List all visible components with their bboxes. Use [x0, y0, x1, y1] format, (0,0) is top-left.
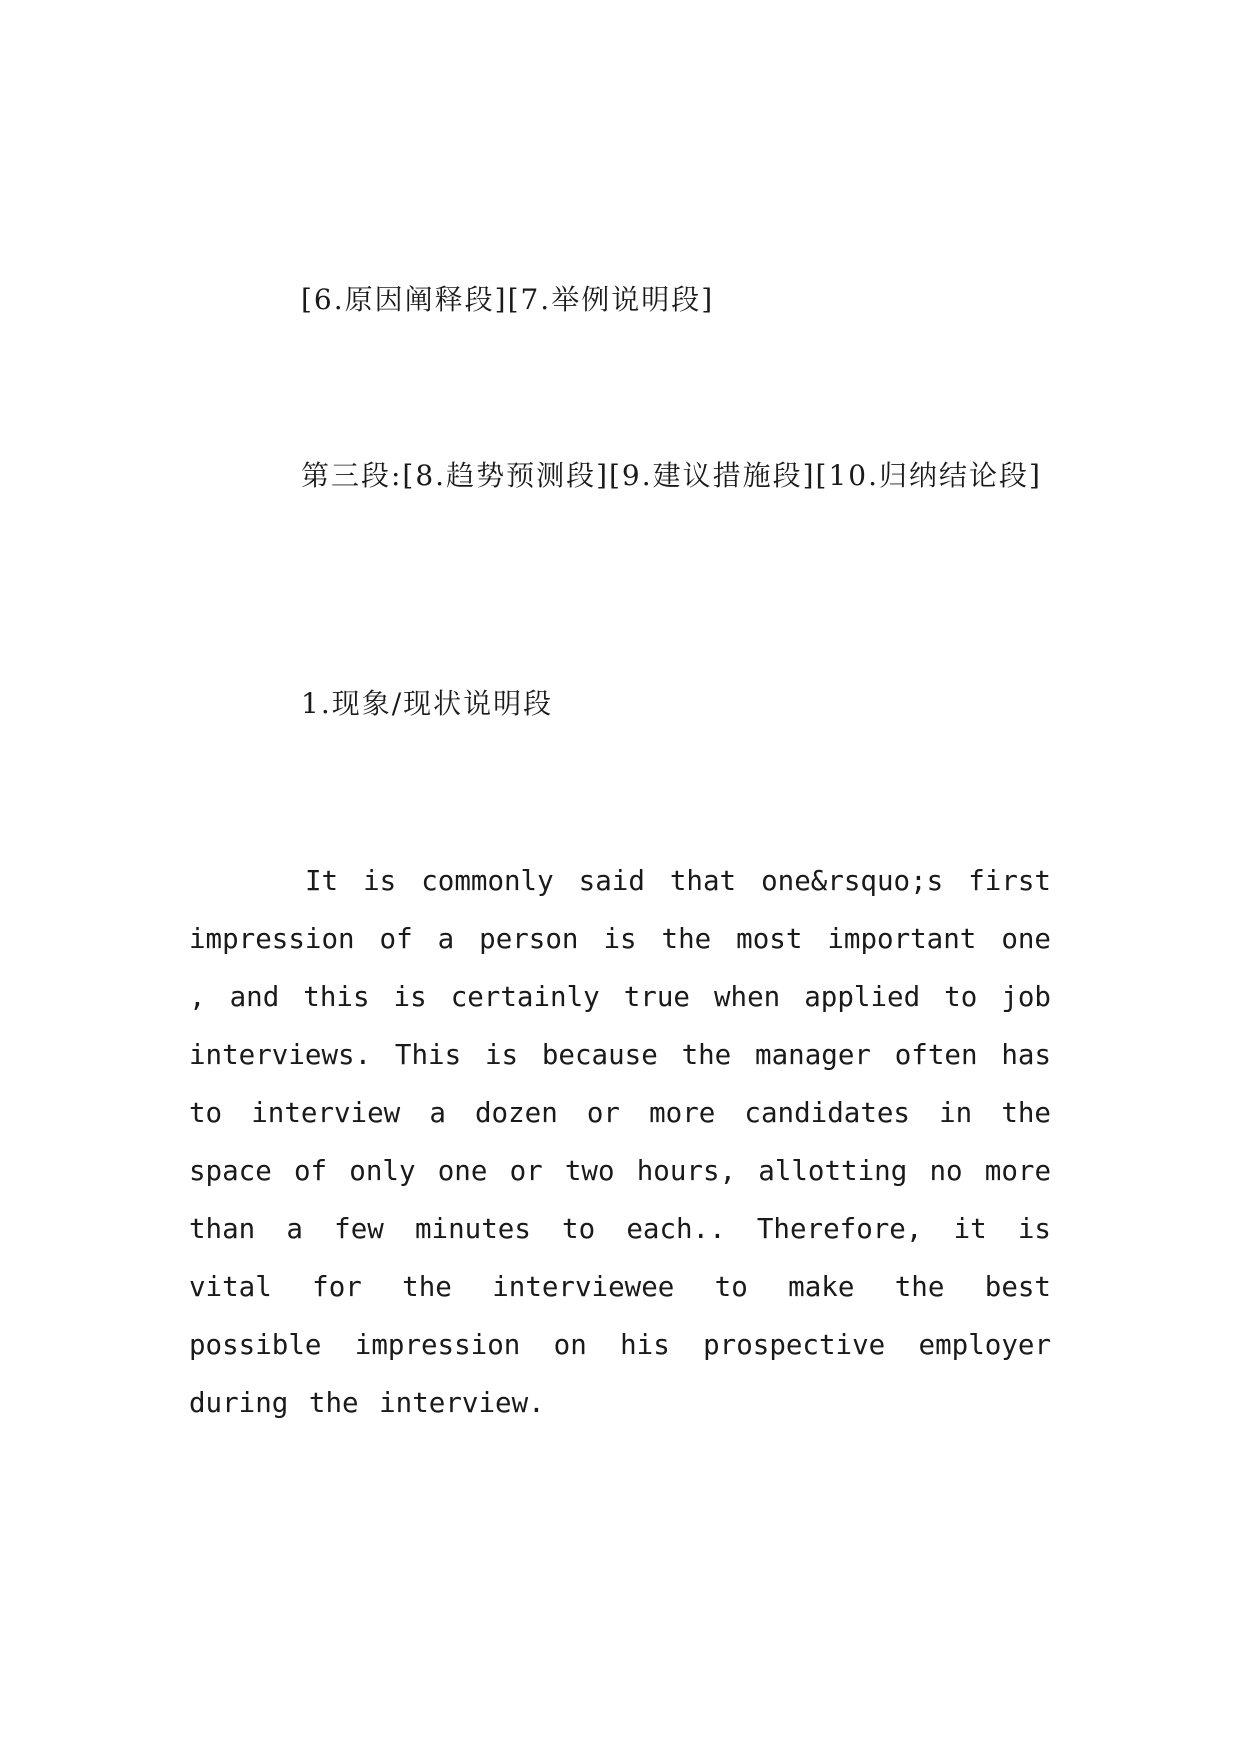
english-body-paragraph: It is commonly said that one&rsquo;s first impression of a person is the most important one , and this is certainly true when applied to job interviews. This is because the manager often has to interview a dozen or more candidates in the space of only one or two hours, allotting no more than a few minutes to each.. Therefore, it is vital for the interviewee to make the best possible impression on his prospective employer during the interview.	[189, 865, 1051, 1419]
section-heading: 1.现象/现状说明段	[301, 687, 554, 720]
paragraph-outline-6-7: [6.原因阐释段][7.举例说明段]	[301, 283, 715, 316]
paragraph-third-section-outline: 第三段:[8.趋势预测段][9.建议措施段][10.归纳结论段]	[301, 459, 1042, 492]
